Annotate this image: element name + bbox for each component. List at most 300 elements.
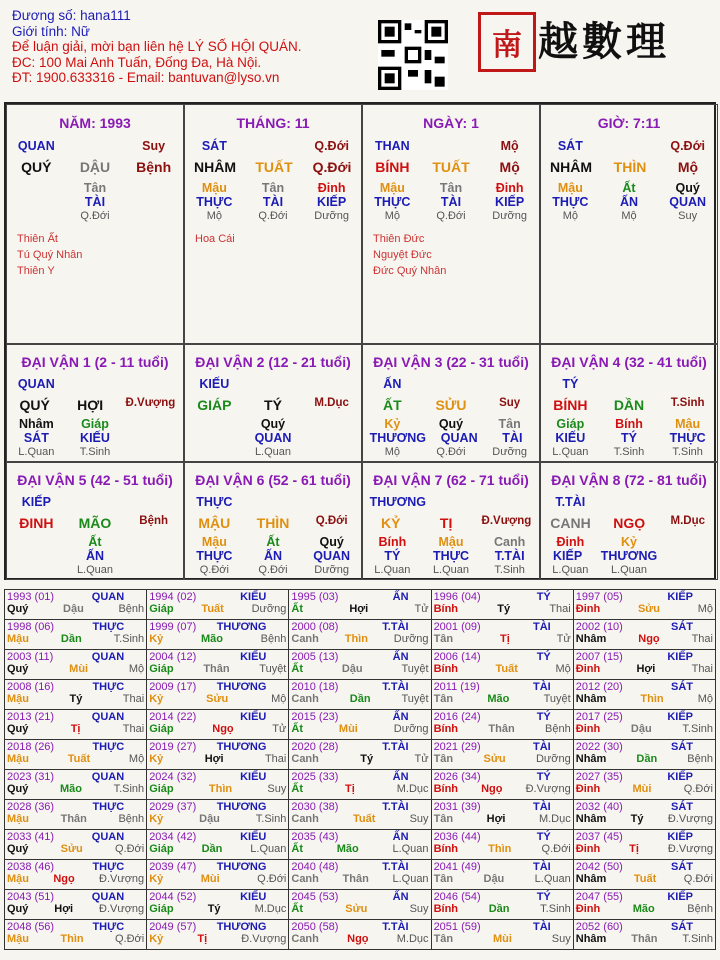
year-stage: M.Dục: [396, 783, 429, 795]
year-stem: Canh: [291, 933, 319, 945]
hidden-stars: [541, 549, 717, 563]
pillar-cell: [362, 104, 540, 344]
year-stem: Mậu: [7, 933, 29, 945]
pillar-top: Q.Đới: [314, 139, 349, 153]
year-pillar: [576, 753, 713, 765]
year-stage: Mộ: [128, 663, 145, 675]
hidden-stage: Mộ: [206, 210, 222, 222]
year-pillar: [7, 663, 144, 675]
year-cell: [5, 920, 147, 950]
year-label: 2032 (40): [575, 801, 623, 813]
year-branch: Tý: [630, 813, 644, 825]
year-branch: Hợi: [349, 603, 369, 615]
year-head: [576, 621, 713, 633]
year-star: TÀI: [533, 861, 551, 873]
hidden-star: ẤN: [263, 549, 283, 563]
earthly-branch: DẬU: [79, 159, 111, 175]
spacer: [312, 377, 352, 391]
year-star: QUAN: [91, 651, 125, 663]
year-pillar: [434, 603, 571, 615]
year-stem: Đinh: [575, 603, 601, 615]
hidden-stem: Tân: [83, 181, 107, 195]
year-stage: L.Quan: [534, 873, 571, 885]
spacer: [431, 377, 471, 391]
year-branch: Dậu: [63, 603, 84, 615]
year-head: [576, 651, 713, 663]
year-branch: Mão: [336, 843, 359, 855]
year-star: ẤN: [392, 711, 409, 723]
spacer: [492, 495, 532, 509]
table-row: [5, 650, 716, 680]
year-cell: [289, 890, 431, 920]
year-branch: Mão: [60, 783, 82, 795]
year-pillar: [576, 723, 713, 735]
pillar-top: [431, 139, 471, 153]
hidden-stage: [134, 210, 174, 222]
year-stem: Giáp: [149, 663, 174, 675]
year-cell: [573, 770, 715, 800]
life-stage: Đ.Vượng: [481, 515, 532, 527]
year-stage: Mộ: [697, 693, 713, 705]
year-head: [7, 921, 144, 933]
hidden-star: KIẾU: [80, 431, 110, 445]
year-star: TÝ: [536, 591, 551, 603]
hidden-stem: Mậu: [557, 181, 583, 195]
year-stem: Mậu: [7, 753, 29, 765]
spacer: [253, 377, 293, 391]
year-label: 2006 (14): [433, 651, 481, 663]
pillar-title: THÁNG: 11: [236, 115, 310, 131]
year-star: ẤN: [392, 831, 409, 843]
year-branch: Tý: [69, 693, 83, 705]
year-head: [291, 861, 428, 873]
year-label: 2046 (54): [433, 891, 481, 903]
year-pillar: [576, 633, 713, 645]
year-cell: [5, 770, 147, 800]
life-stage: Mộ: [677, 159, 699, 175]
year-pillar: [576, 813, 713, 825]
year-branch: Thân: [60, 813, 87, 825]
year-stem: Ất: [291, 843, 303, 855]
hidden-star: THỰC: [432, 549, 470, 563]
year-stage: Bệnh: [687, 753, 713, 765]
year-stage: Bệnh: [260, 633, 287, 645]
year-branch: Tý: [360, 753, 374, 765]
year-stage: Dưỡng: [393, 723, 429, 735]
year-label: 2035 (43): [291, 831, 339, 843]
decade-star-row: [185, 377, 361, 391]
year-pillar: [7, 603, 144, 615]
year-branch: Tuất: [633, 873, 657, 885]
year-cell: [147, 920, 289, 950]
year-head: [291, 591, 428, 603]
year-pillar: [7, 783, 144, 795]
hidden-stage: [312, 446, 352, 458]
year-cell: [5, 800, 147, 830]
pillar-top: SÁT: [557, 139, 583, 153]
year-stage: Suy: [409, 813, 429, 825]
hidden-stem: Đinh: [556, 535, 585, 549]
year-cell: [431, 710, 573, 740]
year-cell: [5, 620, 147, 650]
year-branch: Thân: [203, 663, 230, 675]
year-cell: [147, 890, 289, 920]
year-cell: [147, 590, 289, 620]
year-pillar: [434, 933, 571, 945]
decade-star: TÝ: [562, 377, 579, 391]
year-cell: [431, 650, 573, 680]
pillar-top: Q.Đới: [670, 139, 705, 153]
year-branch: Tý: [207, 903, 221, 915]
hidden-stars: [7, 195, 183, 209]
year-head: [149, 771, 286, 783]
decade-main-row: [363, 397, 539, 413]
year-branch: Mão: [632, 903, 655, 915]
hidden-stage: L.Quan: [610, 564, 648, 576]
hidden-stem: Quý: [438, 417, 464, 431]
gender: Giới tính: Nữ: [12, 23, 90, 39]
year-label: 2015 (23): [291, 711, 339, 723]
spacer: [439, 495, 479, 509]
year-stem: Đinh: [575, 843, 601, 855]
year-stem: Đinh: [575, 723, 601, 735]
life-stage: Q.Đới: [312, 159, 352, 175]
hidden-stem: Nhâm: [18, 417, 54, 431]
year-label: 2030 (38): [291, 801, 339, 813]
year-branch: Tị: [500, 633, 510, 645]
year-star: ẤN: [392, 651, 409, 663]
year-branch: Thìn: [640, 693, 664, 705]
hidden-star: TÝ: [620, 431, 637, 445]
year-cell: [5, 890, 147, 920]
hidden-stars: [185, 549, 361, 563]
year-head: [7, 621, 144, 633]
year-stage: Q.Đới: [114, 933, 145, 945]
year-pillar: [291, 693, 428, 705]
hidden-stems: [541, 535, 717, 549]
year-label: 2043 (51): [7, 891, 55, 903]
year-label: 2023 (31): [7, 771, 55, 783]
hidden-star: [134, 431, 174, 445]
year-stage: Tuyệt: [259, 663, 287, 675]
hidden-stage: Q.Đới: [258, 564, 288, 576]
table-row: [5, 590, 716, 620]
year-branch: Dần: [201, 843, 223, 855]
year-star: ẤN: [392, 891, 409, 903]
year-stem: Quý: [7, 603, 29, 615]
year-pillar: [291, 783, 428, 795]
hidden-stem: Mậu: [201, 181, 227, 195]
year-label: 2008 (16): [7, 681, 55, 693]
year-stem: Nhâm: [575, 873, 607, 885]
hidden-stem: Ất: [266, 535, 280, 549]
decade-main-row: [541, 397, 717, 413]
life-stage: T.Sinh: [670, 397, 705, 409]
hidden-stage: L.Quan: [374, 564, 411, 576]
year-head: [291, 651, 428, 663]
year-stage: L.Quan: [392, 873, 429, 885]
year-star: KIẾP: [667, 891, 693, 903]
year-head: [576, 891, 713, 903]
hidden-stage: L.Quan: [18, 446, 55, 458]
year-stem: Quý: [7, 903, 29, 915]
year-star: SÁT: [671, 861, 693, 873]
hidden-star: THỰC: [374, 195, 411, 209]
hidden-star: KIẾP: [317, 195, 347, 209]
year-stem: Mậu: [7, 693, 29, 705]
year-star: SÁT: [671, 921, 693, 933]
year-star: THƯƠNG: [216, 741, 267, 753]
year-stage: Bệnh: [118, 813, 145, 825]
hidden-stage: L.Quan: [432, 564, 470, 576]
hidden-stems: [363, 417, 539, 431]
decade-star: THƯƠNG: [369, 495, 427, 509]
year-head: [576, 741, 713, 753]
year-stem: Đinh: [575, 783, 601, 795]
year-stem: Mậu: [7, 813, 29, 825]
year-stage: Thai: [122, 693, 145, 705]
year-head: [576, 681, 713, 693]
life-stage: Bệnh: [139, 515, 169, 527]
year-branch: Ngọ: [53, 873, 75, 885]
year-branch: Tuất: [495, 663, 518, 675]
decade-main-row: [541, 515, 717, 531]
year-head: [149, 741, 286, 753]
year-head: [7, 891, 144, 903]
year-star: T.TÀI: [382, 801, 409, 813]
table-row: [5, 680, 716, 710]
year-label: 2009 (17): [149, 681, 197, 693]
year-star: KIẾP: [667, 651, 693, 663]
year-stage: Q.Đới: [541, 843, 571, 855]
year-stage: T.Sinh: [113, 783, 145, 795]
decade-title: ĐẠI VẬN 6 (52 - 61 tuổi): [195, 472, 351, 488]
hidden-stem: Quý: [675, 181, 700, 195]
year-head: [149, 891, 286, 903]
pillar-top-row: [185, 139, 361, 153]
heavenly-stem: NHÂM: [550, 159, 592, 175]
year-star: T.TÀI: [382, 681, 409, 693]
year-pillar: [291, 873, 428, 885]
hidden-stage: Mộ: [562, 210, 578, 222]
hidden-star: TÀI: [84, 195, 106, 209]
hidden-stage: Dưỡng: [314, 564, 350, 576]
hidden-stages: [7, 446, 183, 458]
year-star: KIẾU: [240, 591, 267, 603]
life-stage: Suy: [499, 397, 521, 409]
year-pillar: [576, 603, 713, 615]
year-branch: Sửu: [483, 753, 506, 765]
hidden-stem: [134, 417, 174, 431]
heavenly-stem: BÍNH: [375, 159, 410, 175]
year-cell: [431, 590, 573, 620]
header: [12, 8, 301, 86]
year-branch: Tị: [629, 843, 639, 855]
phone-email: ĐT: 1900.633316 - Email: bantuvan@lyso.vn: [12, 70, 280, 85]
year-branch: Mùi: [492, 933, 512, 945]
spacer: [134, 377, 174, 391]
year-star: KIẾU: [240, 831, 267, 843]
year-star: KIẾP: [667, 711, 693, 723]
year-branch: Thìn: [208, 783, 233, 795]
year-label: 2002 (10): [575, 621, 623, 633]
year-star: SÁT: [671, 801, 693, 813]
decade-main-row: [363, 515, 539, 531]
year-branch: Dậu: [199, 813, 220, 825]
year-stem: Bính: [433, 783, 459, 795]
pillar-top: Suy: [142, 139, 166, 153]
spacer: [75, 377, 115, 391]
year-stem: Mậu: [7, 633, 29, 645]
hidden-star: THƯƠNG: [369, 431, 427, 445]
hidden-stars: [541, 431, 717, 445]
hidden-star: [194, 431, 234, 445]
year-star: TÝ: [536, 771, 551, 783]
year-label: 2038 (46): [7, 861, 55, 873]
year-branch: Ngọ: [481, 783, 503, 795]
year-cell: [5, 830, 147, 860]
year-head: [291, 741, 428, 753]
year-stage: Suy: [551, 933, 571, 945]
hidden-stem: Giáp: [81, 417, 109, 431]
year-cell: [573, 650, 715, 680]
hidden-stem: [668, 535, 708, 549]
year-cell: [147, 650, 289, 680]
year-stem: Bính: [433, 603, 459, 615]
year-label: 2042 (50): [575, 861, 623, 873]
pillar-top: SÁT: [201, 139, 227, 153]
year-label: 2003 (11): [7, 651, 54, 663]
decade-star: ẤN: [383, 377, 402, 391]
year-branch: Dần: [349, 693, 371, 705]
hidden-stage: Mộ: [621, 210, 637, 222]
year-branch: Hợi: [204, 753, 224, 765]
hidden-star: QUAN: [669, 195, 707, 209]
owner-name: Đương số: hana111: [12, 8, 131, 23]
year-cell: [573, 920, 715, 950]
decade-star-row: [7, 377, 183, 391]
year-pillar: [7, 873, 144, 885]
year-star: KIẾU: [240, 651, 267, 663]
year-pillar: [149, 753, 286, 765]
year-stem: Bính: [433, 903, 459, 915]
year-stage: M.Dục: [538, 813, 571, 825]
year-branch: Sửu: [345, 903, 368, 915]
chart-grid: [4, 102, 716, 580]
year-star: T.TÀI: [382, 621, 409, 633]
year-stage: T.Sinh: [682, 933, 713, 945]
year-pillar: [291, 813, 428, 825]
hidden-stage: Q.Đới: [80, 210, 110, 222]
hidden-star: THỰC: [669, 431, 706, 445]
year-stage: T.Sinh: [540, 903, 571, 915]
year-stage: Mộ: [271, 693, 287, 705]
year-cell: [573, 800, 715, 830]
year-stem: Quý: [7, 783, 29, 795]
hidden-star: [134, 195, 174, 209]
hidden-stem: Kỷ: [384, 417, 401, 431]
year-cell: [289, 800, 431, 830]
hidden-stem: Bính: [615, 417, 643, 431]
year-stage: Tuyệt: [543, 693, 571, 705]
hidden-stage: [194, 446, 234, 458]
pillar-cell: [6, 104, 184, 344]
pillar-top-row: [541, 139, 717, 153]
pillar-notes: [373, 231, 446, 279]
year-stage: Bệnh: [545, 723, 571, 735]
hidden-stages: [363, 564, 539, 576]
year-head: [576, 591, 713, 603]
life-stage: Đ.Vượng: [125, 397, 176, 409]
year-head: [576, 711, 713, 723]
year-stem: Tân: [433, 813, 454, 825]
year-head: [434, 621, 571, 633]
year-head: [149, 861, 286, 873]
year-star: THƯƠNG: [216, 801, 267, 813]
year-head: [291, 621, 428, 633]
hidden-stages: [541, 564, 717, 576]
year-cell: [573, 590, 715, 620]
spacer: [253, 495, 293, 509]
year-head: [149, 651, 286, 663]
decade-star: QUAN: [17, 377, 55, 391]
year-stem: Kỷ: [149, 813, 164, 825]
year-branch: Tị: [344, 783, 355, 795]
year-pillar: [149, 813, 286, 825]
earthly-branch: TUẤT: [255, 159, 293, 175]
year-cell: [431, 770, 573, 800]
year-label: 2007 (15): [575, 651, 623, 663]
year-branch: Mão: [487, 693, 510, 705]
year-label: 2049 (57): [149, 921, 197, 933]
hidden-stem: Mậu: [675, 417, 701, 431]
year-stage: Dưỡng: [535, 753, 571, 765]
year-star: QUAN: [91, 891, 125, 903]
hidden-star: KIẾU: [555, 431, 586, 445]
hidden-stars: [185, 195, 361, 209]
year-cell: [5, 710, 147, 740]
year-head: [291, 771, 428, 783]
decade-title: ĐẠI VẬN 4 (32 - 41 tuổi): [551, 354, 707, 370]
decade-cell: [184, 462, 362, 580]
year-pillar: [291, 723, 428, 735]
heavenly-stem: MẬU: [198, 515, 231, 531]
year-cell: [431, 920, 573, 950]
pillar-top-row: [7, 139, 183, 153]
year-stem: Giáp: [149, 843, 174, 855]
year-head: [576, 771, 713, 783]
year-stem: Bính: [433, 663, 459, 675]
year-label: 1999 (07): [149, 621, 197, 633]
year-head: [291, 921, 428, 933]
year-label: 2041 (49): [433, 861, 481, 873]
decade-cell: [6, 462, 184, 580]
decade-star-row: [7, 495, 183, 509]
note: Thiên Đức: [373, 233, 425, 245]
hidden-stem: [134, 181, 174, 195]
year-star: THƯƠNG: [216, 681, 267, 693]
year-star: THỰC: [92, 861, 125, 873]
year-cell: [573, 860, 715, 890]
year-label: 2013 (21): [7, 711, 55, 723]
year-star: QUAN: [91, 771, 125, 783]
year-stage: L.Quan: [392, 843, 429, 855]
year-stem: Ất: [291, 663, 303, 675]
year-pillar: [434, 813, 571, 825]
year-stem: Quý: [7, 843, 29, 855]
year-stem: Quý: [7, 663, 29, 675]
year-pillar: [291, 933, 428, 945]
